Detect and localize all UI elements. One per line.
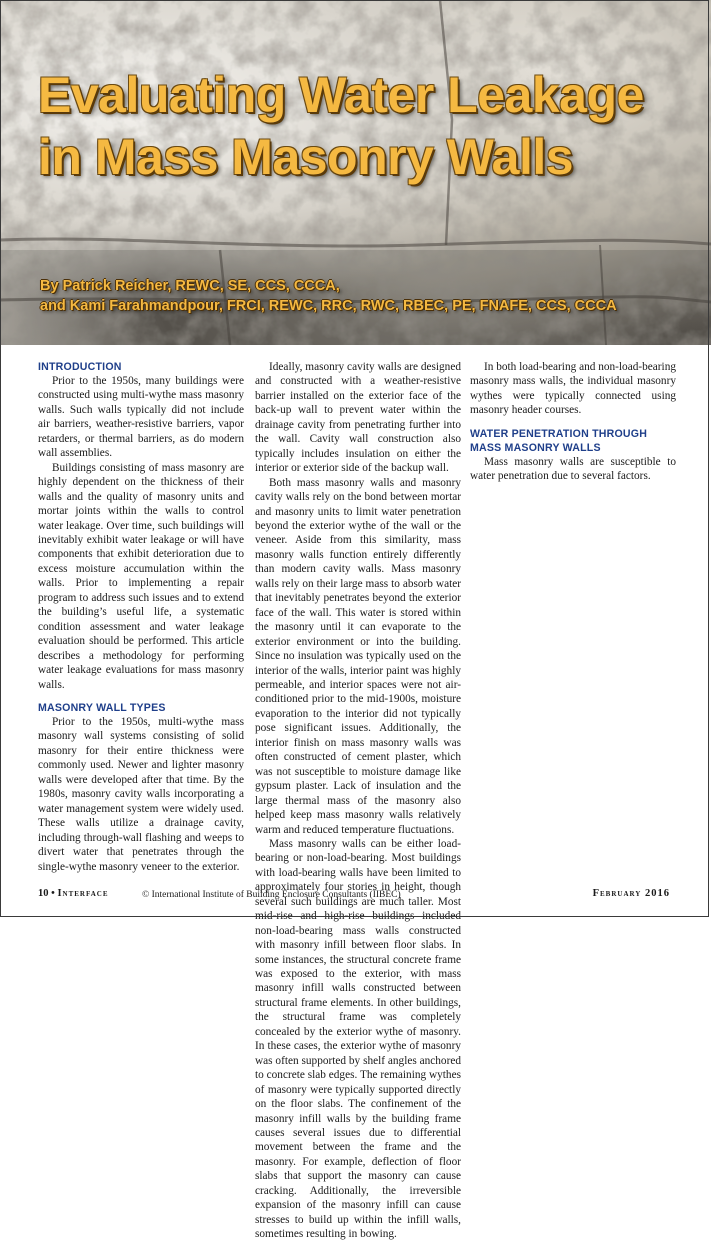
hero-photo: [0, 0, 711, 345]
footer-folio: [38, 888, 109, 899]
paragraph: Both mass masonry walls and masonry cavity walls rely on the bond between mortar and masonry units to limit water penetration beyond the exterior wythe of the wall or the veneer. Aside from this similarity, mass masonry walls function entirely differently than modern cavity walls. Mass masonry walls rely on their large mass to absorb water that inevitably penetrates beyond the exterior face of the wall. This water is stored within the masonry until it can evaporate to the exterior environment or into the building. Since no insulation was typically used on the interior of the walls, interior paint was highly permeable, and interior spaces were not air-conditioned prior to the mid-1900s, moisture evaporation to the interior did not typically pose significant issues. Additionally, the interior finish on mass masonry walls was often constructed of cement plaster, which was not susceptible to moisture damage like gypsum plaster. Lack of insulation and the large thermal mass of the masonry also helped keep mass masonry walls relatively warm and reduced temperature fluctuations.: [255, 476, 461, 836]
paragraph: Buildings consisting of mass masonry are highly dependent on the thickness of their walls and the quality of masonry units and mortar joints within the walls to control water leakage. Over time, such buildings will inevitably exhibit water leakage or will have components that exhibit deterioration due to excess moisture accumulation within the walls. Prior to implementing a repair program to address such issues and to extend the building’s useful life, a systematic condition assessment and water leakage evaluation should be performed. This article describes a methodology for performing water leakage evaluations for mass masonry walls.: [38, 461, 244, 691]
article-title: [38, 64, 644, 188]
page-footer: [38, 888, 670, 902]
section-heading-water-penetration: [470, 427, 676, 455]
byline-line-2: and Kami Farahmandpour, FRCI, REWC, RRC, RWC, RBEC, PE, FNAFE, CCS, CCCA: [40, 298, 617, 314]
byline-line-1: By Patrick Reicher, REWC, SE, CCS, CCCA,: [40, 278, 340, 294]
title-line-1: Evaluating Water Leakage: [38, 67, 644, 123]
paragraph: Prior to the 1950s, multi-wythe mass masonry wall systems consisting of solid masonry for their entire thickness were commonly used. Newer and lighter masonry walls were developed after that time. By the 1980s, masonry cavity walls incorporating a water management system were widely used. These walls utilize a drainage cavity, including through-wall flashing and weeps to divert water that penetrates through the single-wythe masonry veneer to the exterior.: [38, 715, 244, 873]
heading-line: WATER PENETRATION THROUGH: [470, 427, 648, 440]
author-byline: [40, 276, 617, 316]
section-heading-introduction: INTRODUCTION: [38, 361, 122, 373]
paragraph: Ideally, masonry cavity walls are designed and constructed with a weather-resistive barrier installed on the exterior face of the back-up wall to prevent water within the drainage cavity from penetrating further into the wall. Cavity wall construction also typically includes insulation on either the interior or exterior side of the backup wall.: [255, 361, 461, 475]
issue-date: February 2016: [592, 888, 670, 899]
copyright-notice: © International Institute of Building Enclosure Consultants (IIBEC): [142, 890, 401, 900]
paragraph: In both load-bearing and non-load-bearing masonry mass walls, the individual masonry wythes were typically connected using masonry header courses.: [470, 361, 676, 417]
page-number: 10: [38, 888, 49, 899]
bullet-separator: •: [51, 888, 55, 899]
text-column-2: [255, 360, 461, 1242]
paragraph: Mass masonry walls can be either load-bearing or non-load-bearing. Most buildings with load-bearing walls have been limited to approximately four stories in height, though several such buildings are much taller. Most mid-rise and high-rise buildings included non-load-bearing mass walls constructed with masonry infill between floor slabs. In some instances, the structural concrete frame was exposed to the exterior, with mass masonry infill walls constructed between structural frame elements. In other buildings, the structural frame was completely concealed by the exterior wythe of masonry. In these cases, the exterior wythe of masonry was often supported by shelf angles anchored to concrete slab edges. The remaining wythes of masonry were typically supported directly on the floor slabs. The confinement of the masonry infill walls by the building frame causes several issues due to differential movement between the frame and the masonry. For example, deflection of floor slabs that support the masonry can cause cracking. Additionally, the irreversible expansion of the masonry infill can cause stresses to build up within the infill walls, sometimes resulting in bowing.: [255, 837, 461, 1241]
title-line-2: in Mass Masonry Walls: [38, 129, 574, 185]
text-column-3: [470, 360, 676, 484]
paragraph: Prior to the 1950s, many buildings were constructed using multi-wythe mass masonry walls. Such walls typically did not include air barriers, weather-resistive barriers, vapor retarders, or thermal barriers, as do modern wall assemblies.: [38, 375, 244, 460]
text-column-1: [38, 360, 244, 874]
paragraph: Mass masonry walls are susceptible to water penetration due to several factors.: [470, 455, 676, 483]
section-heading-wall-types: MASONRY WALL TYPES: [38, 701, 166, 714]
heading-line: MASS MASONRY WALLS: [470, 441, 601, 454]
magazine-name: Interface: [57, 888, 109, 899]
